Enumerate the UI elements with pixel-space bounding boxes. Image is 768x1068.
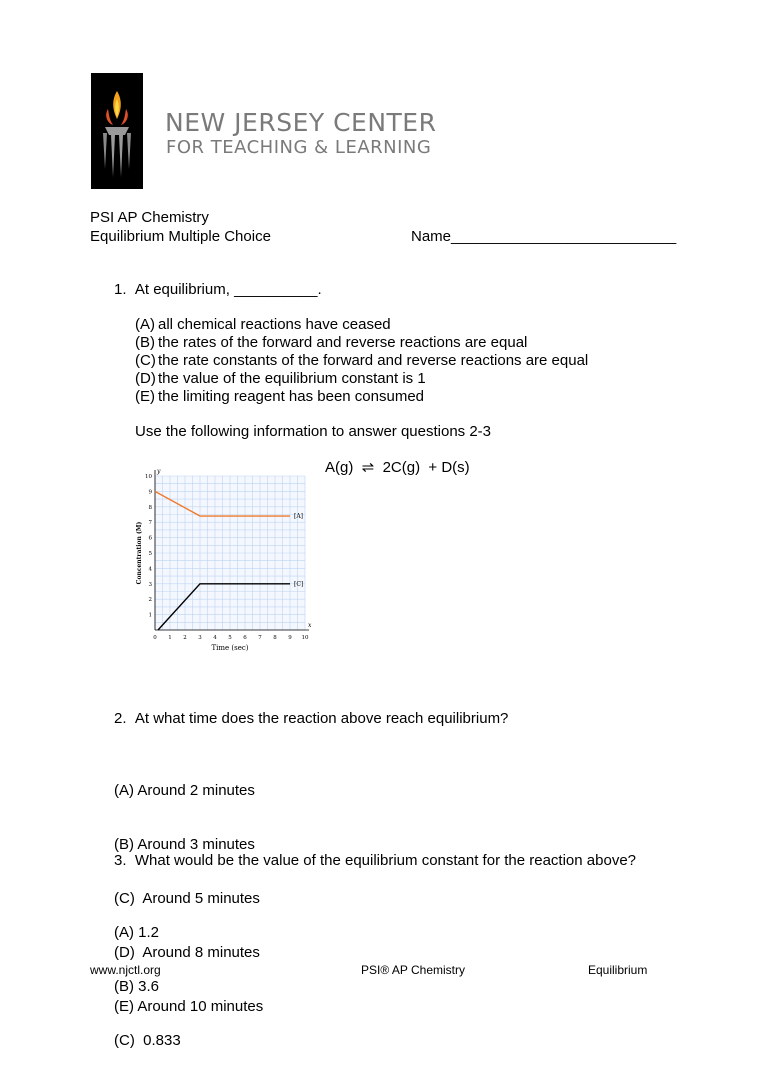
- question-1-text: At equilibrium, __________.: [134, 281, 322, 298]
- x-tick-label: 1: [168, 635, 172, 641]
- x-tick-label: 8: [273, 635, 277, 641]
- option-b: (B) 3.6: [114, 978, 160, 995]
- option-b: (B) Around 3 minutes: [114, 836, 255, 853]
- logo-subtitle: FOR TEACHING & LEARNING: [166, 137, 432, 158]
- question-3-options: [114, 888, 181, 1068]
- y-tick-label: 3: [148, 581, 152, 588]
- option-c: (C) the rate constants of the forward and reverse reactions are equal: [135, 352, 589, 369]
- info-instruction: Use the following information to answer questions 2-3: [135, 423, 492, 440]
- option-a: (A) Around 2 minutes: [114, 782, 255, 799]
- reaction-equation: A(g) ⇌ 2C(g) + D(s): [325, 459, 470, 476]
- option-b: (B) the rates of the forward and reverse reactions are equal: [135, 334, 528, 351]
- y-tick-label: 9: [148, 489, 152, 496]
- option-c: (C) Around 5 minutes: [114, 890, 260, 907]
- y-axis-label: Concentration (M): [136, 521, 143, 585]
- question-1-options: [135, 316, 588, 406]
- y-axis-letter: y: [157, 468, 161, 475]
- option-e: (E) Around 10 minutes: [114, 998, 264, 1015]
- x-axis-label: Time (sec): [211, 644, 249, 652]
- logo-title: NEW JERSEY CENTER: [165, 108, 437, 137]
- footer-center: PSI® AP Chemistry: [361, 963, 465, 977]
- name-field: Name___________________________: [411, 228, 677, 245]
- option-d: (D) Around 8 minutes: [114, 944, 260, 961]
- x-tick-label: 3: [198, 635, 202, 641]
- y-tick-label: 1: [148, 612, 152, 619]
- series-label: [C]: [294, 580, 304, 588]
- option-d: (D) the value of the equilibrium constant is 1: [135, 370, 426, 387]
- chart-svg: [132, 462, 314, 657]
- footer-right: Equilibrium: [588, 963, 648, 977]
- question-3-text: What would be the value of the equilibrium constant for the reaction above?: [134, 852, 636, 869]
- option-a: (A) all chemical reactions have ceased: [135, 316, 391, 333]
- y-tick-label: 5: [148, 551, 152, 557]
- y-tick-label: 6: [148, 535, 152, 542]
- y-tick-label: 10: [145, 474, 152, 480]
- question-1-number: 1.: [114, 281, 127, 298]
- x-tick-label: 0: [153, 635, 157, 641]
- x-tick-label: 10: [301, 635, 309, 641]
- y-tick-label: 8: [148, 504, 152, 511]
- unit-title: Equilibrium Multiple Choice: [90, 228, 271, 245]
- question-1-stem: [114, 281, 322, 299]
- option-a: (A) 1.2: [114, 924, 160, 941]
- y-tick-label: 4: [148, 566, 152, 573]
- option-c: (C) 0.833: [114, 1032, 181, 1049]
- x-tick-label: 4: [213, 635, 217, 641]
- question-2-stem: [114, 710, 508, 728]
- y-tick-label: 2: [148, 597, 152, 604]
- question-3-number: 3.: [114, 852, 127, 869]
- y-tick-label: 7: [148, 520, 152, 527]
- footer-website: www.njctl.org: [90, 963, 161, 977]
- question-2-text: At what time does the reaction above reach equilibrium?: [134, 710, 509, 727]
- x-axis-letter: x: [308, 622, 312, 629]
- x-tick-label: 5: [228, 635, 232, 641]
- option-e: (E) the limiting reagent has been consumed: [135, 388, 425, 405]
- concentration-chart: [132, 462, 314, 657]
- x-tick-label: 2: [183, 635, 187, 641]
- x-tick-label: 9: [288, 635, 292, 641]
- course-title: PSI AP Chemistry: [90, 209, 209, 226]
- series-label: [A]: [294, 513, 304, 521]
- question-3-stem: [114, 852, 636, 870]
- logo-torch-icon: [91, 73, 143, 189]
- x-tick-label: 6: [243, 635, 247, 641]
- question-2-number: 2.: [114, 710, 127, 727]
- x-tick-label: 7: [258, 635, 262, 641]
